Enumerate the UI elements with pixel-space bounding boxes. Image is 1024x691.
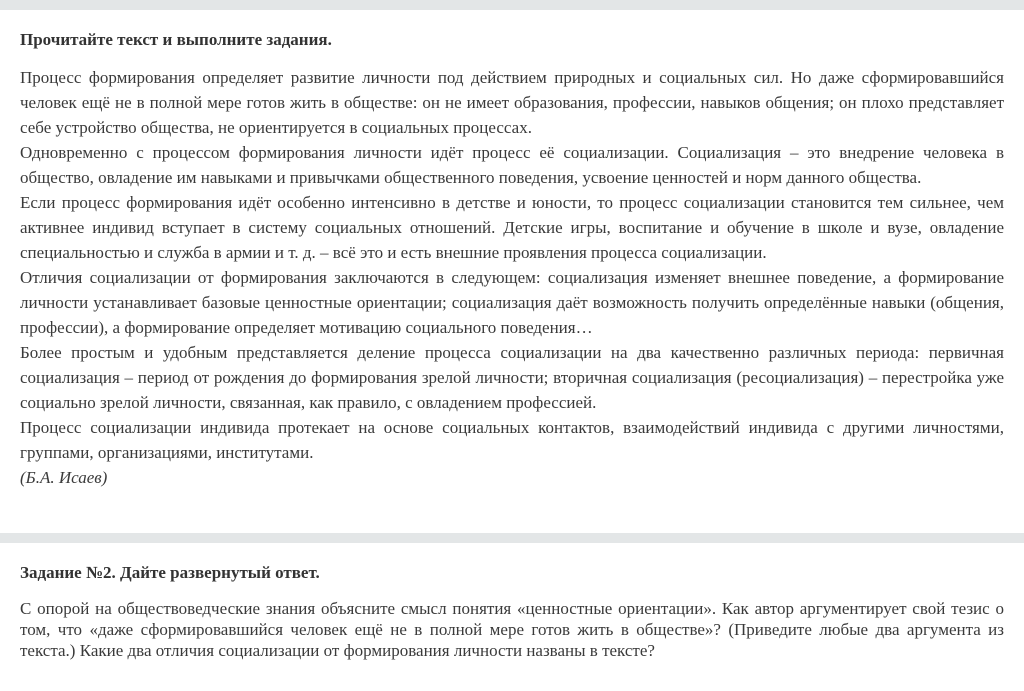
task-text: С опорой на обществоведческие знания объясните смысл понятия «ценностные ориентации». Как автор аргументирует свой тезис о том, что «даже сформировавшийся человек ещё не в полной мере готов жить в обществе»? (Приведите любые два аргумента из текста.) Какие два отличия социализации от формирования личности названы в тексте?: [20, 599, 1004, 660]
paragraph-2: Одновременно с процессом формирования личности идёт процесс её социализации. Социализация – это внедрение человека в общество, овладение им навыками и привычками общественного поведения, усвоение ценностей и норм данного общества.: [20, 143, 1004, 187]
top-divider: [0, 0, 1024, 10]
task-heading: Задание №2. Дайте развернутый ответ.: [20, 563, 320, 582]
paragraph-6: Процесс социализации индивида протекает на основе социальных контактов, взаимодействий индивида с другими личностями, группами, организациями, институтами.: [20, 418, 1004, 462]
paragraph-3: Если процесс формирования идёт особенно интенсивно в детстве и юности, то процесс социализации становится тем сильнее, чем активнее индивид вступает в систему социальных отношений. Детские игры, воспитание и обучение в школе и вузе, овладение специальностью и служба в армии и т. д. – всё это и есть внешние проявления процесса социализации.: [20, 193, 1004, 262]
author-citation: (Б.А. Исаев): [20, 468, 108, 487]
paragraph-5: Более простым и удобным представляется деление процесса социализации на два качественно различных периода: первичная социализация – период от рождения до формирования зрелой личности; вторичная социализация (ресоциализация) – перестройка уже социально зрелой личности, связанная, как правило, с овладением профессией.: [20, 343, 1004, 412]
task-section: [0, 543, 1024, 661]
paragraph-4: Отличия социализации от формирования заключаются в следующем: социализация изменяет внешнее поведение, а формирование личности устанавливает базовые ценностные ориентации; социализация даёт возможность получить определённые навыки (общения, профессии), а формирование определяет мотивацию социального поведения…: [20, 268, 1004, 337]
reading-heading: Прочитайте текст и выполните задания.: [20, 30, 332, 49]
reading-section: [0, 10, 1024, 490]
paragraph-1: Процесс формирования определяет развитие личности под действием природных и социальных сил. Но даже сформировавшийся человек ещё не в полной мере готов жить в обществе: он не имеет образования, профессии, навыков общения; он плохо представляет себе устройство общества, не ориентируется в социальных процессах.: [20, 68, 1004, 137]
section-divider: [0, 533, 1024, 543]
